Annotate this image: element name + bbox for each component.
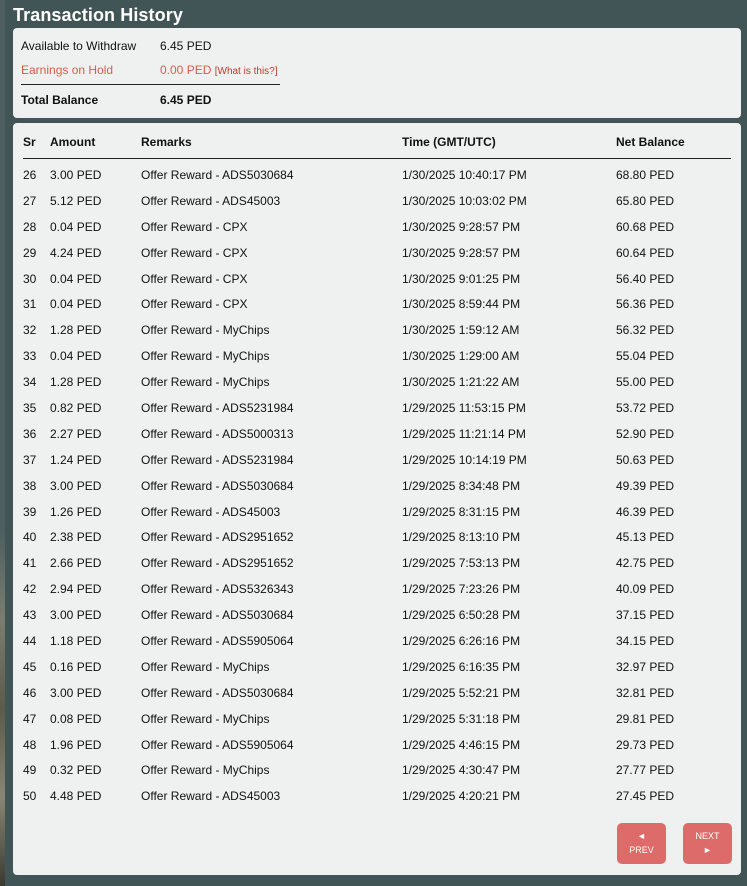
cell-remarks: Offer Reward - ADS5326343 <box>141 582 294 597</box>
cell-amount: 0.08 PED <box>50 711 102 726</box>
hold-help-close: ] <box>274 66 278 77</box>
cell-time: 1/29/2025 8:34:48 PM <box>402 478 521 493</box>
cell-sr: 42 <box>23 582 37 597</box>
cell-time: 1/30/2025 1:59:12 AM <box>402 323 520 338</box>
cell-remarks: Offer Reward - ADS5030684 <box>141 608 294 623</box>
cell-remarks: Offer Reward - MyChips <box>141 375 270 390</box>
cell-time: 1/29/2025 6:26:16 PM <box>402 634 521 649</box>
cell-sr: 49 <box>23 763 37 778</box>
table-row <box>23 763 731 789</box>
cell-amount: 0.32 PED <box>50 763 102 778</box>
next-button[interactable] <box>683 823 732 864</box>
table-row <box>23 712 731 738</box>
cell-sr: 32 <box>23 323 37 338</box>
cell-time: 1/29/2025 4:30:47 PM <box>402 763 521 778</box>
hold-value-group <box>160 63 278 77</box>
table-row <box>23 427 731 453</box>
cell-remarks: Offer Reward - ADS45003 <box>141 504 281 519</box>
cell-remarks: Offer Reward - CPX <box>141 219 248 234</box>
cell-net-balance: 60.64 PED <box>616 245 675 260</box>
cell-sr: 44 <box>23 634 37 649</box>
table-row <box>23 634 731 660</box>
cell-time: 1/29/2025 5:52:21 PM <box>402 685 521 700</box>
cell-sr: 41 <box>23 556 37 571</box>
page-title: Transaction History <box>13 5 183 25</box>
table-row <box>23 789 731 815</box>
cell-sr: 29 <box>23 245 37 260</box>
table-row <box>23 272 731 298</box>
cell-remarks: Offer Reward - ADS45003 <box>141 193 281 208</box>
cell-net-balance: 37.15 PED <box>616 608 675 623</box>
next-arrow-icon: ► <box>703 845 712 855</box>
cell-net-balance: 65.80 PED <box>616 193 675 208</box>
header-time: Time (GMT/UTC) <box>402 135 496 149</box>
cell-net-balance: 55.04 PED <box>616 349 675 364</box>
cell-amount: 2.66 PED <box>50 556 102 571</box>
cell-amount: 0.04 PED <box>50 219 102 234</box>
hold-help-open: [ <box>214 66 218 77</box>
table-row <box>23 401 731 427</box>
table-row <box>23 375 731 401</box>
cell-time: 1/30/2025 9:28:57 PM <box>402 219 521 234</box>
cell-net-balance: 56.40 PED <box>616 271 675 286</box>
table-row <box>23 297 731 323</box>
cell-sr: 36 <box>23 426 37 441</box>
prev-label: PREV <box>629 845 654 855</box>
cell-amount: 3.00 PED <box>50 478 102 493</box>
cell-time: 1/29/2025 5:31:18 PM <box>402 711 521 726</box>
cell-time: 1/29/2025 10:14:19 PM <box>402 452 527 467</box>
cell-sr: 28 <box>23 219 37 234</box>
cell-sr: 47 <box>23 711 37 726</box>
total-label: Total Balance <box>21 93 99 107</box>
cell-net-balance: 27.45 PED <box>616 789 675 804</box>
page <box>5 0 747 886</box>
cell-time: 1/29/2025 11:21:14 PM <box>402 426 526 441</box>
balance-summary <box>13 28 741 118</box>
cell-sr: 39 <box>23 504 37 519</box>
header-amount: Amount <box>50 135 96 149</box>
cell-time: 1/30/2025 10:40:17 PM <box>402 168 527 182</box>
table-row <box>23 246 731 272</box>
cell-net-balance: 68.80 PED <box>616 168 675 182</box>
cell-net-balance: 40.09 PED <box>616 582 675 597</box>
cell-sr: 30 <box>23 271 37 286</box>
cell-amount: 1.24 PED <box>50 452 102 467</box>
cell-sr: 27 <box>23 193 37 208</box>
cell-sr: 33 <box>23 349 37 364</box>
hold-label: Earnings on Hold <box>21 63 114 77</box>
cell-sr: 35 <box>23 401 37 416</box>
cell-time: 1/29/2025 8:13:10 PM <box>402 530 521 545</box>
cell-amount: 5.12 PED <box>50 193 102 208</box>
table-body <box>23 168 731 815</box>
cell-net-balance: 42.75 PED <box>616 556 675 571</box>
cell-time: 1/29/2025 7:53:13 PM <box>402 556 521 571</box>
table-header <box>23 123 731 159</box>
cell-net-balance: 27.77 PED <box>616 763 675 778</box>
cell-amount: 3.00 PED <box>50 685 102 700</box>
table-row <box>23 194 731 220</box>
table-row <box>23 220 731 246</box>
hold-help <box>215 66 278 77</box>
cell-net-balance: 56.36 PED <box>616 297 675 312</box>
cell-remarks: Offer Reward - ADS2951652 <box>141 530 294 545</box>
cell-sr: 38 <box>23 478 37 493</box>
cell-sr: 45 <box>23 659 37 674</box>
table-row <box>23 349 731 375</box>
cell-remarks: Offer Reward - MyChips <box>141 763 270 778</box>
hold-value: 0.00 PED <box>160 63 212 77</box>
cell-sr: 26 <box>23 168 37 182</box>
cell-remarks: Offer Reward - MyChips <box>141 349 270 364</box>
table-row <box>23 453 731 479</box>
cell-amount: 2.38 PED <box>50 530 102 545</box>
cell-net-balance: 46.39 PED <box>616 504 675 519</box>
table-row <box>23 505 731 531</box>
cell-time: 1/29/2025 6:16:35 PM <box>402 659 521 674</box>
header-sr: Sr <box>23 135 36 149</box>
cell-sr: 40 <box>23 530 37 545</box>
table-row <box>23 738 731 764</box>
table-row <box>23 608 731 634</box>
cell-remarks: Offer Reward - ADS5030684 <box>141 478 294 493</box>
cell-remarks: Offer Reward - ADS5231984 <box>141 452 294 467</box>
available-label: Available to Withdraw <box>21 39 137 53</box>
cell-remarks: Offer Reward - CPX <box>141 245 248 260</box>
header-net-balance: Net Balance <box>616 135 685 149</box>
table-row <box>23 582 731 608</box>
table-row <box>23 168 731 194</box>
total-value: 6.45 PED <box>160 93 212 107</box>
cell-sr: 46 <box>23 685 37 700</box>
cell-amount: 0.16 PED <box>50 659 102 674</box>
cell-remarks: Offer Reward - MyChips <box>141 323 270 338</box>
cell-amount: 1.26 PED <box>50 504 102 519</box>
cell-amount: 4.24 PED <box>50 245 102 260</box>
cell-remarks: Offer Reward - ADS5231984 <box>141 401 294 416</box>
cell-time: 1/29/2025 7:23:26 PM <box>402 582 521 597</box>
cell-net-balance: 29.81 PED <box>616 711 675 726</box>
table-row <box>23 660 731 686</box>
cell-remarks: Offer Reward - ADS45003 <box>141 789 281 804</box>
cell-sr: 43 <box>23 608 37 623</box>
table-row <box>23 686 731 712</box>
cell-amount: 0.04 PED <box>50 349 102 364</box>
cell-sr: 50 <box>23 789 37 804</box>
cell-time: 1/30/2025 10:03:02 PM <box>402 193 527 208</box>
prev-arrow-icon: ◄ <box>637 831 646 841</box>
prev-button[interactable] <box>617 823 666 864</box>
cell-net-balance: 32.97 PED <box>616 659 675 674</box>
cell-net-balance: 52.90 PED <box>616 426 675 441</box>
cell-amount: 3.00 PED <box>50 608 102 623</box>
cell-remarks: Offer Reward - ADS5905064 <box>141 737 294 752</box>
table-row <box>23 479 731 505</box>
cell-remarks: Offer Reward - ADS5030684 <box>141 168 294 182</box>
table-row <box>23 323 731 349</box>
cell-remarks: Offer Reward - ADS5000313 <box>141 426 294 441</box>
cell-net-balance: 32.81 PED <box>616 685 675 700</box>
cell-remarks: Offer Reward - MyChips <box>141 711 270 726</box>
cell-time: 1/29/2025 4:20:21 PM <box>402 789 521 804</box>
cell-net-balance: 49.39 PED <box>616 478 675 493</box>
cell-remarks: Offer Reward - ADS5030684 <box>141 685 294 700</box>
cell-net-balance: 29.73 PED <box>616 737 675 752</box>
cell-sr: 48 <box>23 737 37 752</box>
available-value: 6.45 PED <box>160 39 212 53</box>
header-remarks: Remarks <box>141 135 192 149</box>
cell-sr: 34 <box>23 375 37 390</box>
cell-remarks: Offer Reward - ADS5905064 <box>141 634 294 649</box>
cell-amount: 0.04 PED <box>50 271 102 286</box>
cell-time: 1/29/2025 11:53:15 PM <box>402 401 526 416</box>
transactions-table <box>13 123 741 875</box>
cell-amount: 3.00 PED <box>50 168 102 182</box>
cell-amount: 1.18 PED <box>50 634 102 649</box>
cell-remarks: Offer Reward - MyChips <box>141 659 270 674</box>
cell-remarks: Offer Reward - CPX <box>141 271 248 286</box>
next-label: NEXT <box>695 831 720 841</box>
cell-sr: 37 <box>23 452 37 467</box>
cell-remarks: Offer Reward - CPX <box>141 297 248 312</box>
cell-time: 1/30/2025 1:29:00 AM <box>402 349 520 364</box>
cell-sr: 31 <box>23 297 37 312</box>
cell-amount: 1.28 PED <box>50 375 102 390</box>
table-row <box>23 530 731 556</box>
cell-time: 1/29/2025 6:50:28 PM <box>402 608 521 623</box>
cell-time: 1/29/2025 8:31:15 PM <box>402 504 521 519</box>
cell-time: 1/30/2025 1:21:22 AM <box>402 375 520 390</box>
table-row <box>23 556 731 582</box>
cell-time: 1/30/2025 9:28:57 PM <box>402 245 521 260</box>
cell-amount: 1.96 PED <box>50 737 102 752</box>
cell-net-balance: 60.68 PED <box>616 219 675 234</box>
cell-amount: 1.28 PED <box>50 323 102 338</box>
cell-amount: 2.94 PED <box>50 582 102 597</box>
cell-amount: 4.48 PED <box>50 789 102 804</box>
cell-time: 1/30/2025 8:59:44 PM <box>402 297 521 312</box>
cell-net-balance: 55.00 PED <box>616 375 675 390</box>
cell-net-balance: 53.72 PED <box>616 401 675 416</box>
cell-amount: 2.27 PED <box>50 426 102 441</box>
what-is-this-link[interactable]: What is this? <box>217 66 275 77</box>
cell-net-balance: 50.63 PED <box>616 452 675 467</box>
cell-time: 1/30/2025 9:01:25 PM <box>402 271 521 286</box>
summary-divider <box>21 84 280 85</box>
cell-net-balance: 56.32 PED <box>616 323 675 338</box>
cell-amount: 0.04 PED <box>50 297 102 312</box>
cell-remarks: Offer Reward - ADS2951652 <box>141 556 294 571</box>
cell-time: 1/29/2025 4:46:15 PM <box>402 737 521 752</box>
cell-amount: 0.82 PED <box>50 401 102 416</box>
cell-net-balance: 34.15 PED <box>616 634 675 649</box>
cell-net-balance: 45.13 PED <box>616 530 675 545</box>
